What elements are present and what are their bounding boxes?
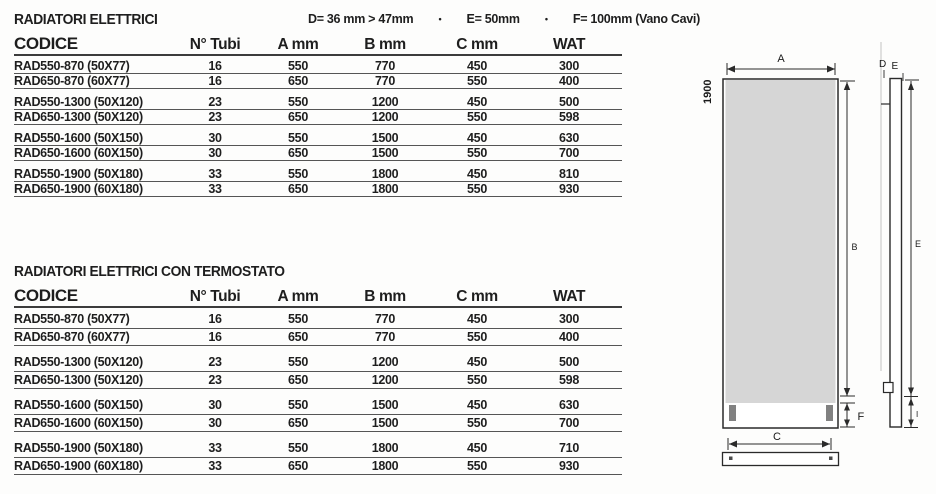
codice-cell: RAD550-1900 (50X180) — [14, 166, 143, 181]
value-cell-tubi: 30 — [208, 415, 222, 430]
value-cell-wat: 930 — [559, 181, 579, 196]
value-cell-b-mm: 1800 — [371, 181, 399, 196]
value-cell-b-mm: 1200 — [371, 355, 399, 369]
column-header-tubi: N° Tubi — [189, 35, 241, 53]
value-cell-a-mm: 550 — [288, 166, 308, 181]
table-title: RADIATORI ELETTRICI CON TERMOSTATO — [14, 263, 285, 280]
value-cell-tubi: 23 — [208, 109, 222, 124]
table-row — [14, 95, 622, 110]
value-cell-c-mm: 550 — [467, 329, 487, 344]
value-cell-wat: 700 — [559, 415, 579, 430]
table-row — [14, 440, 622, 458]
codice-cell: RAD650-1900 (60X180) — [14, 181, 143, 196]
value-cell-a-mm: 550 — [288, 441, 308, 455]
value-cell-b-mm: 770 — [375, 329, 395, 344]
spec-f: F= 100mm (Vano Cavi) — [572, 12, 700, 26]
value-cell-tubi: 33 — [208, 441, 222, 455]
value-cell-a-mm: 650 — [288, 415, 308, 430]
column-header-wat: WAT — [552, 35, 586, 53]
table-row — [14, 146, 622, 161]
value-cell-b-mm: 770 — [375, 58, 395, 73]
value-cell-tubi: 16 — [208, 58, 222, 73]
value-cell-tubi: 16 — [208, 312, 222, 326]
value-cell-tubi: 16 — [208, 329, 222, 344]
top-view-bar — [723, 453, 839, 466]
value-cell-wat: 700 — [559, 145, 579, 160]
value-cell-c-mm: 550 — [467, 181, 487, 196]
value-cell-c-mm: 450 — [467, 166, 487, 181]
table-row — [14, 354, 622, 372]
value-cell-a-mm: 550 — [288, 355, 308, 369]
value-cell-tubi: 30 — [208, 398, 222, 412]
column-header-tubi: N° Tubi — [189, 287, 241, 305]
value-cell-tubi: 23 — [208, 355, 222, 369]
codice-cell: RAD550-1600 (50X150) — [14, 130, 143, 145]
value-cell-b-mm: 770 — [375, 73, 395, 88]
value-cell-b-mm: 770 — [375, 312, 395, 326]
value-cell-tubi: 23 — [208, 94, 222, 109]
table-row — [14, 110, 622, 125]
value-cell-c-mm: 550 — [467, 73, 487, 88]
bullet-separator: • — [438, 13, 442, 24]
foot-left — [729, 405, 736, 421]
spec-e: E= 50mm — [466, 12, 520, 26]
column-header-codice: CODICE — [14, 34, 78, 53]
table-title: RADIATORI ELETTRICI — [14, 11, 158, 28]
table-row — [14, 74, 622, 89]
title-line — [14, 260, 622, 286]
value-cell-b-mm: 1800 — [371, 166, 399, 181]
table-body — [14, 308, 622, 475]
side-view-profile — [890, 79, 902, 428]
value-cell-c-mm: 550 — [467, 458, 487, 473]
value-cell-wat: 300 — [559, 312, 579, 326]
value-cell-c-mm: 450 — [467, 355, 487, 369]
codice-cell: RAD650-1600 (60X150) — [14, 145, 143, 160]
value-cell-a-mm: 550 — [288, 94, 308, 109]
value-cell-a-mm: 650 — [288, 458, 308, 473]
codice-cell: RAD650-1300 (50X120) — [14, 372, 143, 387]
table-header-row — [14, 34, 622, 56]
value-cell-c-mm: 550 — [467, 415, 487, 430]
table-body — [14, 56, 622, 197]
column-header-b-mm: B mm — [364, 35, 406, 53]
value-cell-b-mm: 1200 — [371, 109, 399, 124]
value-cell-c-mm: 450 — [467, 441, 487, 455]
value-cell-wat: 930 — [559, 458, 579, 473]
value-cell-wat: 810 — [559, 166, 579, 181]
value-cell-b-mm: 1800 — [371, 458, 399, 473]
value-cell-c-mm: 550 — [467, 109, 487, 124]
column-header-a-mm: A mm — [277, 287, 319, 305]
value-cell-a-mm: 650 — [288, 145, 308, 160]
codice-cell: RAD650-870 (60X77) — [14, 329, 130, 344]
foot-right — [826, 405, 833, 421]
value-cell-c-mm: 450 — [467, 398, 487, 412]
value-cell-a-mm: 650 — [288, 109, 308, 124]
value-cell-b-mm: 1500 — [371, 415, 399, 430]
wall-bracket-bottom — [884, 383, 894, 393]
value-cell-wat: 710 — [559, 441, 579, 455]
table-row — [14, 311, 622, 329]
dim-b-arrow — [840, 81, 855, 396]
table-row — [14, 415, 622, 433]
radiator-dimension-diagram — [690, 30, 936, 494]
table-radiatori-con-termostato — [14, 260, 622, 475]
value-cell-wat: 598 — [559, 372, 579, 387]
top-view-hole-left — [729, 457, 733, 461]
label-a: A — [777, 53, 785, 65]
column-header-codice: CODICE — [14, 286, 78, 305]
value-cell-wat: 630 — [559, 130, 579, 145]
value-cell-a-mm: 650 — [288, 372, 308, 387]
value-cell-tubi: 30 — [208, 145, 222, 160]
codice-cell: RAD550-1600 (50X150) — [14, 398, 143, 412]
value-cell-c-mm: 450 — [467, 58, 487, 73]
column-header-c-mm: C mm — [456, 35, 498, 53]
value-cell-b-mm: 1500 — [371, 398, 399, 412]
value-cell-wat: 598 — [559, 109, 579, 124]
value-cell-tubi: 33 — [208, 458, 222, 473]
label-1900: 1900 — [702, 79, 714, 104]
front-panel-surface — [726, 80, 836, 403]
codice-cell: RAD550-1300 (50X120) — [14, 94, 143, 109]
value-cell-a-mm: 650 — [288, 73, 308, 88]
codice-cell: RAD650-870 (60X77) — [14, 73, 130, 88]
value-cell-wat: 500 — [559, 94, 579, 109]
label-b: B — [851, 242, 858, 252]
bullet-separator: • — [544, 13, 548, 24]
label-e: E — [891, 61, 899, 72]
value-cell-tubi: 23 — [208, 372, 222, 387]
column-header-b-mm: B mm — [364, 287, 406, 305]
label-f: F — [857, 411, 865, 423]
table-radiatori-elettrici — [14, 8, 700, 197]
label-c: C — [773, 431, 781, 443]
value-cell-wat: 630 — [559, 398, 579, 412]
value-cell-c-mm: 550 — [467, 145, 487, 160]
table-row — [14, 372, 622, 390]
value-cell-wat: 400 — [559, 73, 579, 88]
dim-f-arrow — [840, 403, 855, 427]
dimension-specs — [308, 12, 700, 26]
value-cell-b-mm: 1200 — [371, 94, 399, 109]
value-cell-tubi: 33 — [208, 181, 222, 196]
value-cell-tubi: 16 — [208, 73, 222, 88]
codice-cell: RAD550-870 (50X77) — [14, 58, 130, 73]
codice-cell: RAD550-1300 (50X120) — [14, 355, 143, 369]
value-cell-tubi: 30 — [208, 130, 222, 145]
value-cell-c-mm: 450 — [467, 130, 487, 145]
value-cell-c-mm: 450 — [467, 94, 487, 109]
value-cell-wat: 300 — [559, 58, 579, 73]
table-row — [14, 458, 622, 476]
codice-cell: RAD650-1900 (60X180) — [14, 458, 143, 473]
table-row — [14, 131, 622, 146]
codice-cell: RAD650-1300 (50X120) — [14, 109, 143, 124]
value-cell-c-mm: 450 — [467, 312, 487, 326]
column-header-a-mm: A mm — [277, 35, 319, 53]
value-cell-wat: 500 — [559, 355, 579, 369]
value-cell-a-mm: 550 — [288, 398, 308, 412]
value-cell-a-mm: 550 — [288, 312, 308, 326]
codice-cell: RAD650-1600 (60X150) — [14, 415, 143, 430]
value-cell-tubi: 33 — [208, 166, 222, 181]
codice-cell: RAD550-1900 (50X180) — [14, 441, 143, 455]
value-cell-b-mm: 1500 — [371, 145, 399, 160]
value-cell-a-mm: 650 — [288, 329, 308, 344]
table-row — [14, 329, 622, 347]
table-row — [14, 167, 622, 182]
value-cell-wat: 400 — [559, 329, 579, 344]
table-row — [14, 182, 622, 197]
value-cell-a-mm: 650 — [288, 181, 308, 196]
value-cell-a-mm: 550 — [288, 130, 308, 145]
table-row — [14, 59, 622, 74]
spec-tables — [14, 8, 700, 475]
top-view-hole-right — [829, 457, 833, 461]
title-line — [14, 8, 700, 34]
value-cell-b-mm: 1200 — [371, 372, 399, 387]
value-cell-b-mm: 1500 — [371, 130, 399, 145]
table-header-row — [14, 286, 622, 308]
value-cell-b-mm: 1800 — [371, 441, 399, 455]
column-header-c-mm: C mm — [456, 287, 498, 305]
label-d: D — [879, 59, 887, 70]
label-i: I — [916, 410, 919, 419]
column-header-wat: WAT — [552, 287, 586, 305]
codice-cell: RAD550-870 (50X77) — [14, 312, 130, 326]
table-row — [14, 397, 622, 415]
value-cell-c-mm: 550 — [467, 372, 487, 387]
spec-d: D= 36 mm > 47mm — [308, 12, 414, 26]
label-e-side: E — [915, 239, 922, 249]
value-cell-a-mm: 550 — [288, 58, 308, 73]
